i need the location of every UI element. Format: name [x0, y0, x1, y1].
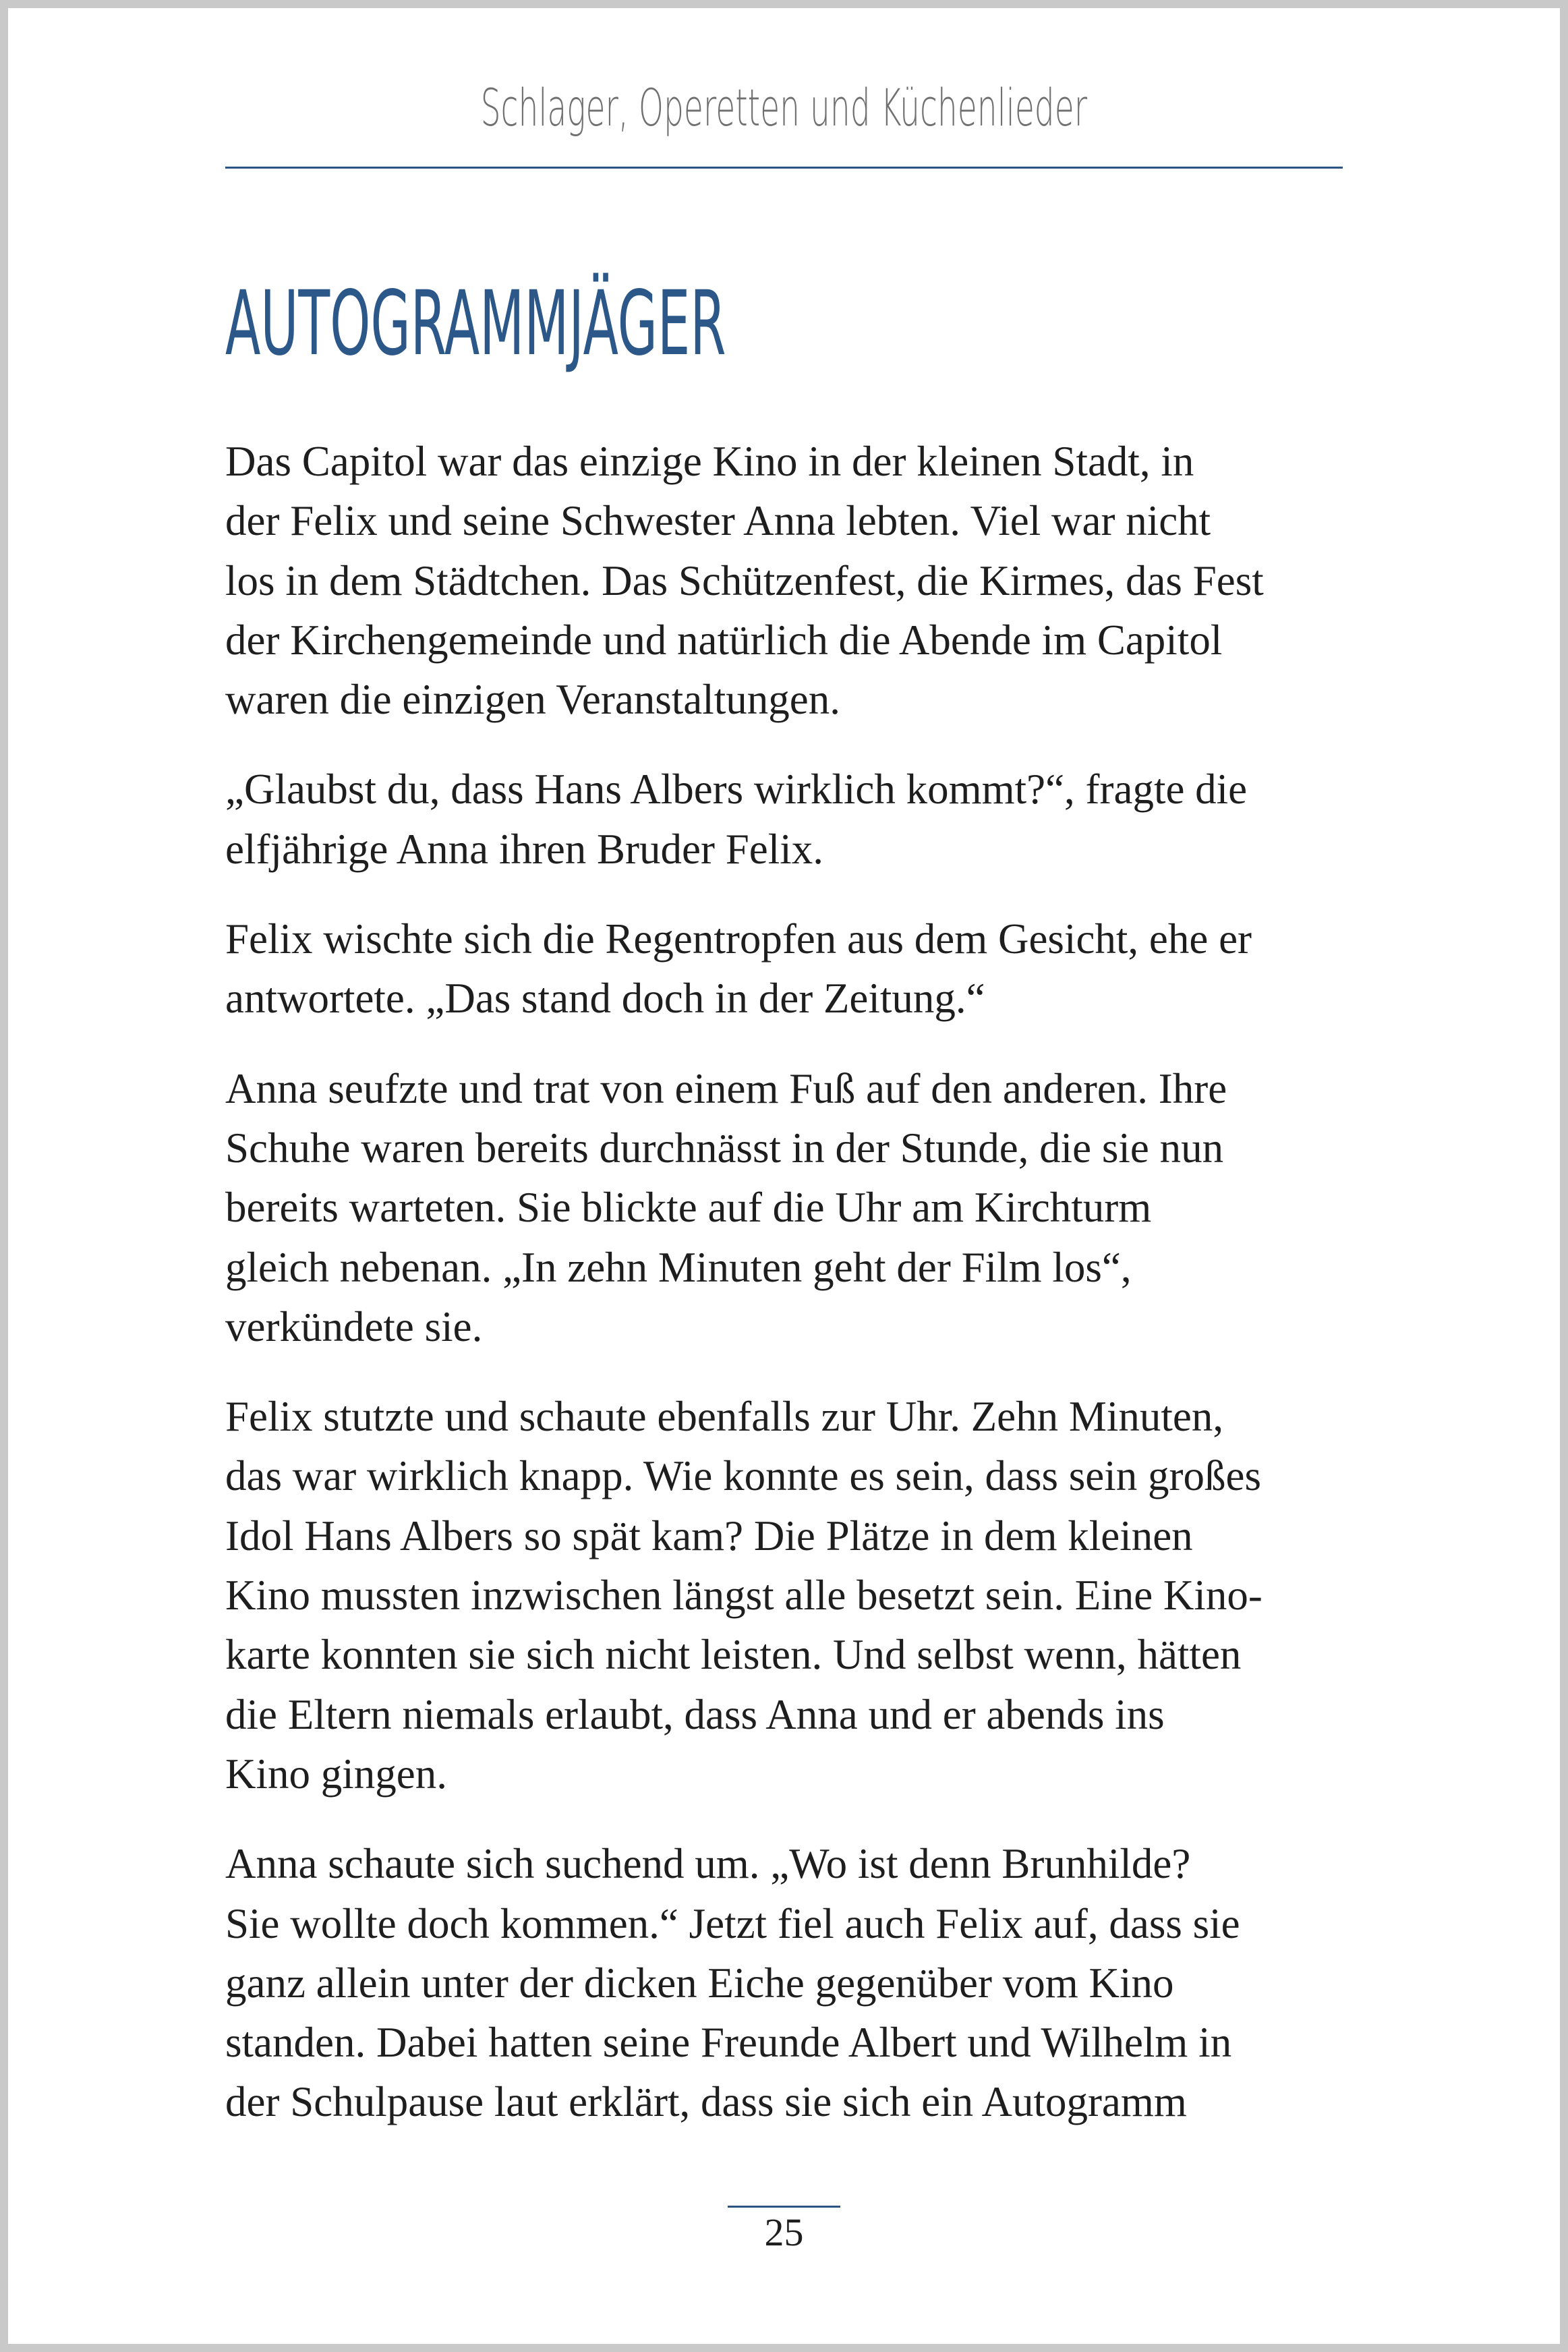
text-line: verkündete sie. — [225, 1302, 483, 1350]
text-line: waren die einzigen Veranstaltungen. — [225, 676, 840, 724]
text-line: Das Capitol war das einzige Kino in der kleinen Stadt, in — [225, 438, 1194, 485]
text-line: Sie wollte doch kommen.“ Jetzt fiel auch Felix auf, dass sie — [225, 1899, 1240, 1947]
paragraph — [225, 1834, 1372, 2131]
paragraph — [225, 1387, 1372, 1804]
text-line: Schuhe waren bereits durchnässt in der Stunde, die sie nun — [225, 1124, 1224, 1172]
text-line: Felix stutzte und schaute ebenfalls zur Uhr. Zehn Minuten, — [225, 1393, 1224, 1441]
body-text — [225, 432, 1372, 2162]
text-line: Felix wischte sich die Regentropfen aus dem Gesicht, ehe er — [225, 915, 1252, 963]
header-rule — [225, 167, 1343, 169]
text-line: der Schulpause laut erklärt, dass sie sich ein Autogramm — [225, 2078, 1187, 2126]
text-line: bereits warteten. Sie blickte auf die Uhr am Kirchturm — [225, 1184, 1152, 1232]
text-line: Anna seufzte und trat von einem Fuß auf den anderen. Ihre — [225, 1064, 1227, 1112]
running-head-text: Schlager, Operetten und Küchenlieder — [480, 78, 1088, 138]
paragraph — [225, 1059, 1372, 1356]
chapter-title — [225, 273, 1088, 374]
text-line: elfjährige Anna ihren Bruder Felix. — [225, 825, 823, 873]
page-number: 25 — [764, 2210, 804, 2254]
paragraph — [225, 759, 1372, 879]
paragraph — [225, 432, 1372, 729]
text-line: ganz allein unter der dicken Eiche gegenüber vom Kino — [225, 1959, 1174, 2007]
text-line: los in dem Städtchen. Das Schützenfest, die Kirmes, das Fest — [225, 556, 1264, 604]
text-line: Kino gingen. — [225, 1750, 447, 1798]
text-line: das war wirklich knapp. Wie konnte es sein, dass sein großes — [225, 1452, 1261, 1500]
text-line: Anna schaute sich suchend um. „Wo ist denn Brunhilde? — [225, 1840, 1191, 1888]
text-line: Kino mussten inzwischen längst alle besetzt sein. Eine Kino- — [225, 1572, 1262, 1619]
chapter-title-text: AUTOGRAMMJÄGER — [225, 272, 726, 376]
text-line: die Eltern niemals erlaubt, dass Anna und er abends ins — [225, 1690, 1165, 1738]
text-line: der Kirchengemeinde und natürlich die Abende im Capitol — [225, 616, 1223, 664]
paragraph — [225, 909, 1372, 1029]
text-line: antwortete. „Das stand doch in der Zeitung.“ — [225, 975, 985, 1023]
running-head — [225, 74, 1343, 142]
text-line: „Glaubst du, dass Hans Albers wirklich kommt?“, fragte die — [225, 766, 1248, 813]
text-line: standen. Dabei hatten seine Freunde Albert und Wilhelm in — [225, 2019, 1232, 2067]
text-line: der Felix und seine Schwester Anna lebten. Viel war nicht — [225, 497, 1211, 545]
text-line: Idol Hans Albers so spät kam? Die Plätze in dem kleinen — [225, 1512, 1193, 1559]
text-line: karte konnten sie sich nicht leisten. Und selbst wenn, hätten — [225, 1631, 1242, 1679]
text-line: gleich nebenan. „In zehn Minuten geht der Film los“, — [225, 1243, 1132, 1291]
